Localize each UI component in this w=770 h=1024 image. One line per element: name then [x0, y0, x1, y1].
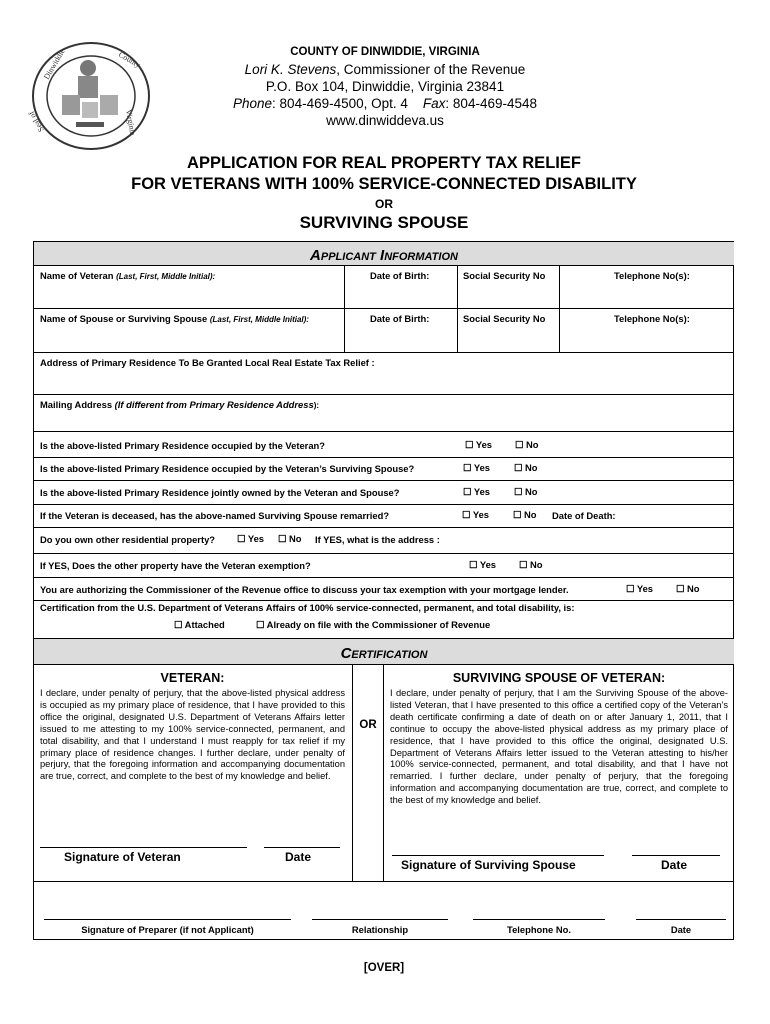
q5-yes-checkbox[interactable]: ☐ Yes	[237, 533, 265, 544]
fax-number: : 804-469-4548	[445, 96, 537, 111]
preparer-date-line[interactable]	[636, 919, 726, 920]
spouse-signature-line[interactable]	[392, 855, 604, 856]
question-jointly-owned: Is the above-listed Primary Residence jointly owned by the Veteran and Spouse?	[40, 487, 400, 498]
mailing-address-hint: (If different from Primary Residence Address	[114, 399, 314, 410]
svg-text:County: County	[117, 49, 142, 70]
certification-section-title	[34, 645, 734, 662]
va-certification-label: Certification from the U.S. Department of Veterans Affairs of 100% service-connected, permanent, and total disability, is:	[40, 602, 575, 613]
preparer-telephone-label: Telephone No.	[507, 924, 571, 935]
form-title-or: OR	[375, 197, 393, 211]
on-file-checkbox[interactable]: ☐ Already on file with the Commissioner of Revenue	[256, 619, 491, 630]
veteran-name-text: Name of Veteran	[40, 270, 114, 281]
preparer-telephone-line[interactable]	[473, 919, 605, 920]
q1-no-checkbox[interactable]: ☐ No	[515, 439, 539, 450]
question-spouse-occupied: Is the above-listed Primary Residence occupied by the Veteran’s Surviving Spouse?	[40, 463, 415, 474]
svg-text:Dinwiddie: Dinwiddie	[41, 47, 67, 81]
applicant-section-title-text: Applicant Information	[310, 247, 458, 264]
mailing-address-label	[40, 399, 319, 410]
veteran-date-label: Date	[285, 850, 312, 864]
phone-label: Phone	[233, 96, 273, 111]
q1-yes-checkbox[interactable]: ☐ Yes	[465, 439, 493, 450]
q6-yes-checkbox[interactable]: ☐ Yes	[469, 559, 497, 570]
q5-no-checkbox[interactable]: ☐ No	[278, 533, 302, 544]
certification-or: OR	[359, 719, 377, 731]
question-other-property: Do you own other residential property?	[40, 534, 216, 545]
veteran-declaration: I declare, under penalty of perjury, that the above-listed physical address is occupied as my primary place of residence, that I have provided to this office the original, designated U.S. Department of Veterans Affairs letter issued to me attesting to my 100% service-connected, permanent, and total disability, and that I understand I must reapply for tax relief if my primary place of residence changes. I further declare, under penalty of perjury, that the foregoing information and accompanying documentation are true, correct, and complete to the best of my knowledge and belief.	[40, 688, 345, 782]
q7-no-checkbox[interactable]: ☐ No	[676, 583, 700, 594]
veteran-ssn-label: Social Security No	[463, 270, 546, 281]
spouse-date-line[interactable]	[632, 855, 720, 856]
q4-no-checkbox[interactable]: ☐ No	[513, 509, 537, 520]
commissioner-title: , Commissioner of the Revenue	[336, 62, 526, 77]
mailing-address-text: Mailing Address	[40, 399, 113, 410]
spouse-declaration: I declare, under penalty of perjury, that I am the Surviving Spouse of the above-listed Veteran, that I have presented to this office a certified copy of the Veteran’s death certificate confirming a date of death on or after January 1, 2011, that I continue to occupy the above-listed physical address as my primary place of residence, that I have provided to this office the original, designated U.S. Department of Veterans Affairs letter issued to the Veteran attesting to his/her 100% service-connected, permanent, and total disability, and that I have not remarried. I further declare, under penalty of perjury, that the foregoing information and accompanying documentation are true, correct, and complete to the best of my knowledge and belief.	[390, 688, 728, 806]
veteran-name-hint: (Last, First, Middle Initial):	[116, 272, 216, 281]
preparer-date-label: Date	[670, 924, 692, 935]
preparer-signature-label: Signature of Preparer (if not Applicant)	[81, 924, 254, 935]
spouse-name-text: Name of Spouse or Surviving Spouse	[40, 313, 208, 324]
question-spouse-remarried: If the Veteran is deceased, has the above-named Surviving Spouse remarried?	[40, 510, 390, 521]
q2-no-checkbox[interactable]: ☐ No	[514, 462, 538, 473]
spouse-dob-label: Date of Birth:	[370, 313, 430, 324]
county-name: COUNTY OF DINWIDDIE, VIRGINIA	[290, 46, 480, 58]
q2-yes-checkbox[interactable]: ☐ Yes	[463, 462, 491, 473]
veteran-signature-label: Signature of Veteran	[64, 850, 181, 864]
spouse-phone-label: Telephone No(s):	[614, 313, 690, 324]
veteran-heading: VETERAN:	[160, 671, 225, 685]
spouse-ssn-label: Social Security No	[463, 313, 546, 324]
spouse-signature-label: Signature of Surviving Spouse	[401, 858, 576, 872]
veteran-phone-label: Telephone No(s):	[614, 270, 690, 281]
form-title-line2: FOR VETERANS WITH 100% SERVICE-CONNECTED DISABILITY	[131, 175, 637, 193]
svg-text:Virginia: Virginia	[124, 108, 138, 136]
spouse-heading: SURVIVING SPOUSE OF VETERAN:	[452, 671, 666, 685]
veteran-date-line[interactable]	[264, 847, 340, 848]
over-note: [OVER]	[363, 962, 405, 974]
question-other-exemption: If YES, Does the other property have the Veteran exemption?	[40, 560, 311, 571]
primary-residence-label: Address of Primary Residence To Be Granted Local Real Estate Tax Relief :	[40, 357, 375, 368]
q6-no-checkbox[interactable]: ☐ No	[519, 559, 543, 570]
phone-number: : 804-469-4500, Opt. 4	[272, 96, 408, 111]
certification-section-title-text: Certification	[340, 645, 428, 662]
preparer-signature-line[interactable]	[44, 919, 291, 920]
spouse-name-hint: (Last, First, Middle Initial):	[209, 315, 309, 324]
spouse-date-label: Date	[661, 858, 688, 872]
relationship-line[interactable]	[312, 919, 448, 920]
svg-text:Seal of: Seal of	[26, 109, 46, 134]
other-property-address-label: If YES, what is the address :	[315, 534, 440, 545]
q7-yes-checkbox[interactable]: ☐ Yes	[626, 583, 654, 594]
date-of-death-label: Date of Death:	[552, 510, 616, 521]
mailing-address-header: P.O. Box 104, Dinwiddie, Virginia 23841	[265, 79, 505, 94]
form-title-line3: SURVIVING SPOUSE	[299, 213, 469, 232]
spouse-name-label	[40, 313, 309, 324]
website-link[interactable]: www.dinwiddeva.us	[326, 113, 444, 128]
fax-label: Fax	[422, 96, 446, 111]
form-title-line1: APPLICATION FOR REAL PROPERTY TAX RELIEF	[187, 154, 581, 172]
q3-no-checkbox[interactable]: ☐ No	[514, 486, 538, 497]
veteran-name-label	[40, 270, 215, 281]
question-veteran-occupied: Is the above-listed Primary Residence occupied by the Veteran?	[40, 440, 325, 451]
commissioner-line	[160, 62, 610, 77]
phone-fax-line	[160, 96, 610, 111]
county-seal	[26, 40, 152, 152]
mailing-address-hint-end: ):	[313, 401, 320, 410]
veteran-dob-label: Date of Birth:	[370, 270, 430, 281]
attached-checkbox[interactable]: ☐ Attached	[174, 619, 225, 630]
applicant-section-title	[34, 247, 734, 264]
q4-yes-checkbox[interactable]: ☐ Yes	[462, 509, 490, 520]
veteran-signature-line[interactable]	[40, 847, 247, 848]
q3-yes-checkbox[interactable]: ☐ Yes	[463, 486, 491, 497]
relationship-label: Relationship	[351, 924, 409, 935]
commissioner-name: Lori K. Stevens	[244, 62, 337, 77]
question-mortgage-authorization: You are authorizing the Commissioner of the Revenue office to discuss your tax exemption with your mortgage lender.	[40, 584, 569, 595]
